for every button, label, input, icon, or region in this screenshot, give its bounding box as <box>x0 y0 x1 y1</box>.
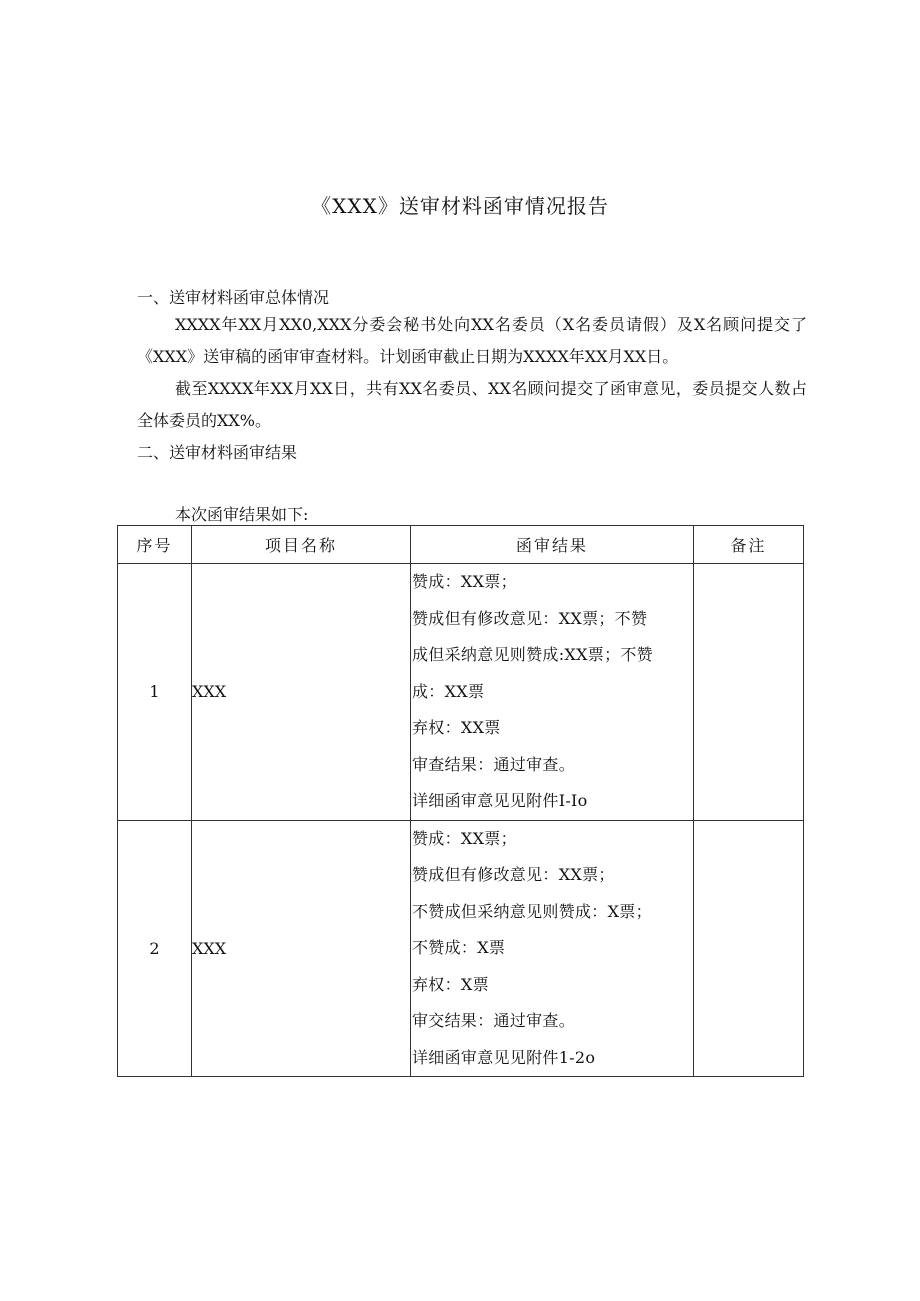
header-project-name: 项目名称 <box>192 526 411 564</box>
row-review-result <box>411 564 694 821</box>
table-intro: 本次函审结果如下: <box>175 505 309 524</box>
header-number: 序号 <box>118 526 192 564</box>
table-header-row <box>118 526 804 564</box>
result-line: 详细函审意见见附件1-2o <box>412 1047 596 1067</box>
result-line: 赞成但有修改意见：XX票；不赞 <box>412 608 648 628</box>
result-line: 弃权：XX票 <box>412 718 501 737</box>
result-line: 成：XX票 <box>412 681 485 701</box>
result-line: 赞成：XX票； <box>412 828 517 848</box>
header-remarks: 备注 <box>694 526 804 564</box>
row-remarks <box>694 564 804 821</box>
table-row <box>118 564 804 821</box>
result-line: 赞成：XX票； <box>412 572 517 591</box>
result-line: 不赞成但采纳意见则赞成：X票； <box>412 901 652 921</box>
section2-heading: 二、送审材料函审结果 <box>137 443 298 462</box>
header-review-result: 函审结果 <box>411 526 694 564</box>
section1-paragraph-1: XXXX年XX月XX0,XXX分委会秘书处向XX名委员（X名委员请假）及X名顾问提交了《XXX》送审稿的函审审查材料。计划函审截止日期为XXXX年XX月XX日。 <box>137 315 807 366</box>
row-project-name: XXX <box>192 820 411 1077</box>
row-project-name: XXX <box>192 564 411 821</box>
result-line: 成但采纳意见则赞成:XX票；不赞 <box>412 645 653 664</box>
table-row <box>118 820 804 1077</box>
row-remarks <box>694 820 804 1077</box>
row-number: 1 <box>118 564 192 821</box>
document-title: 《XXX》送审材料函审情况报告 <box>311 194 609 218</box>
row-number: 2 <box>118 820 192 1077</box>
result-line: 审交结果：通过审查。 <box>412 1011 576 1030</box>
results-table <box>117 525 804 1077</box>
result-line: 赞成但有修改意见：XX票； <box>412 865 615 884</box>
section1-heading: 一、送审材料函审总体情况 <box>137 288 330 307</box>
result-line: 详细函审意见见附件I-Io <box>412 791 588 810</box>
result-line: 弃权：X票 <box>412 974 489 994</box>
result-line: 审查结果：通过审查。 <box>412 754 576 774</box>
row-review-result <box>411 820 694 1077</box>
section1-paragraph-2: 截至XXXX年XX月XX日，共有XX名委员、XX名顾问提交了函审意见，委员提交人数占全体委员的XX%。 <box>137 379 807 430</box>
result-line: 不赞成：X票 <box>412 938 506 957</box>
